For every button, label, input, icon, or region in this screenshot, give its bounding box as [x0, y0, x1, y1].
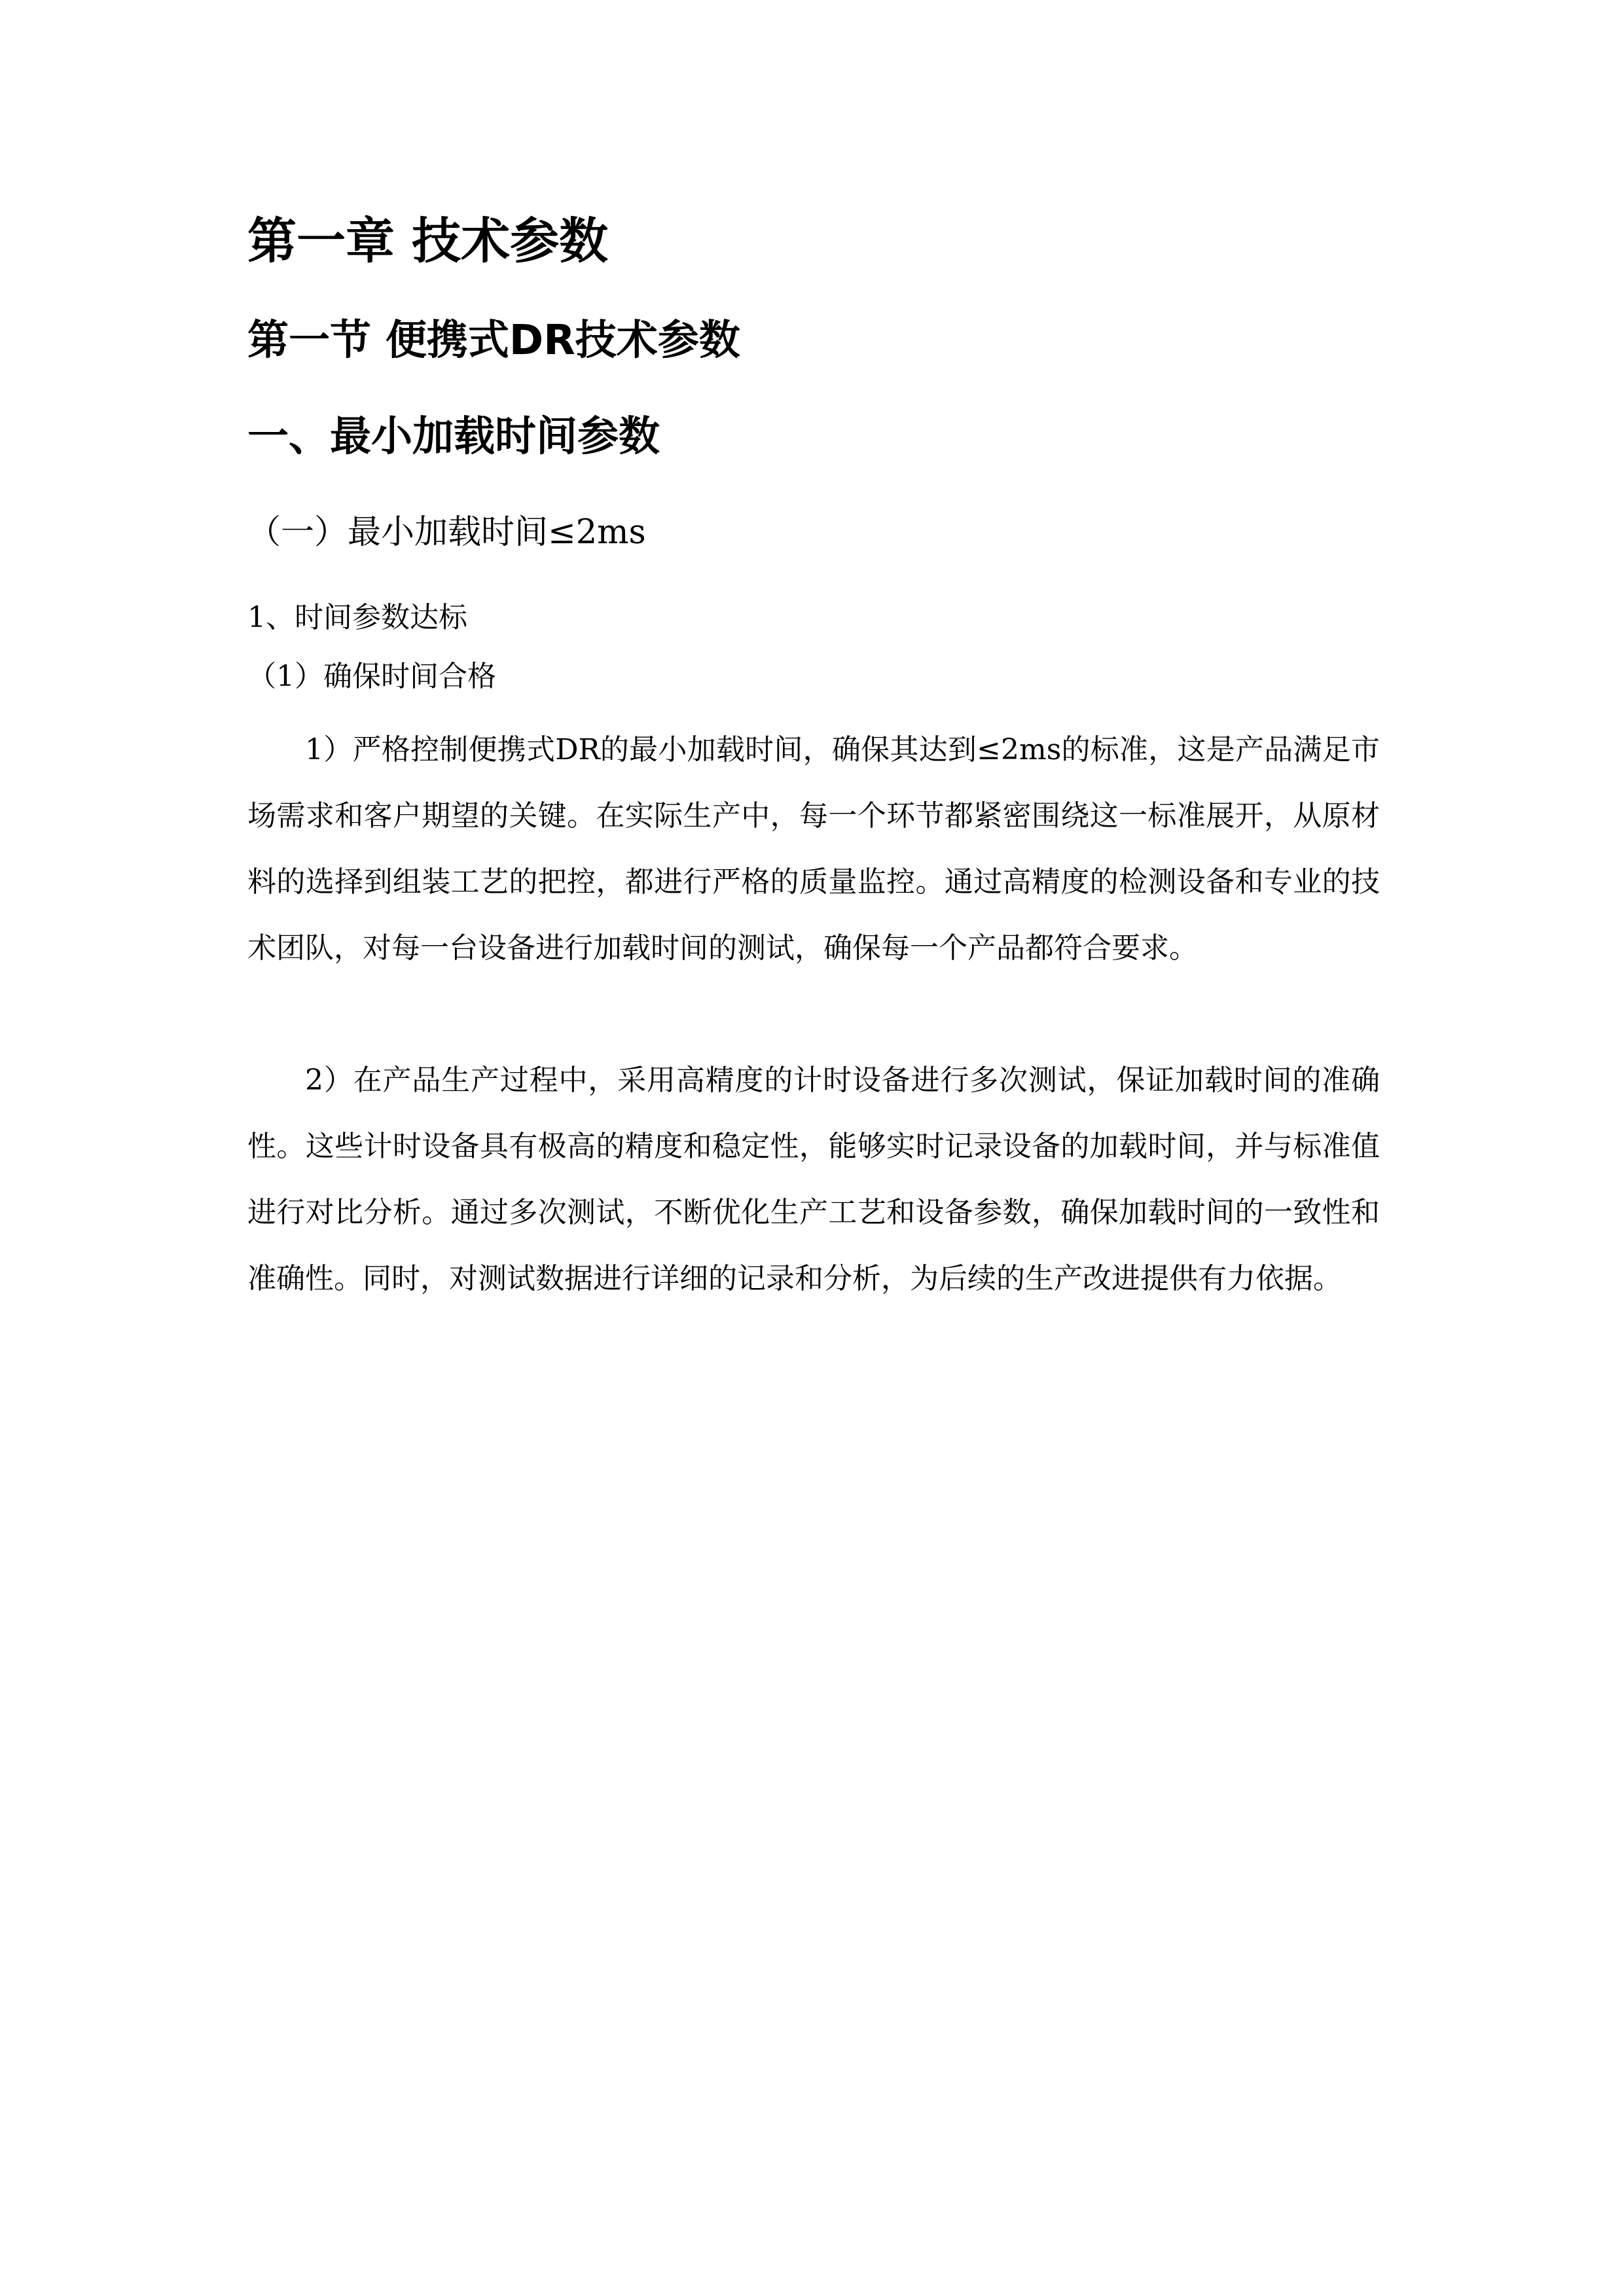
chapter-title: 第一章 技术参数	[247, 212, 609, 270]
subsection-title: 一、最小加载时间参数	[247, 412, 660, 460]
point-title: 1、时间参数达标	[247, 601, 467, 634]
body-paragraph-1: 1）严格控制便携式DR的最小加载时间，确保其达到≤2ms的标准，这是产品满足市场需求和客户期望的关键。在实际生产中，每一个环节都紧密围绕这一标准展开，从原材料的选择到组装工艺的把控，都进行严格的质量监控。通过高精度的检测设备和专业的技术团队，对每一台设备进行加载时间的测试，确保每一个产品都符合要求。	[247, 733, 1380, 965]
body-paragraph-2: 2）在产品生产过程中，采用高精度的计时设备进行多次测试，保证加载时间的准确性。这些计时设备具有极高的精度和稳定性，能够实时记录设备的加载时间，并与标准值进行对比分析。通过多次测试，不断优化生产工艺和设备参数，确保加载时间的一致性和准确性。同时，对测试数据进行详细的记录和分析，为后续的生产改进提供有力依据。	[247, 1064, 1380, 1295]
item-title: （一）最小加载时间≤2ms	[247, 513, 646, 552]
subpoint-title: （1）确保时间合格	[247, 660, 496, 693]
section-title: 第一节 便携式DR技术参数	[247, 316, 740, 364]
